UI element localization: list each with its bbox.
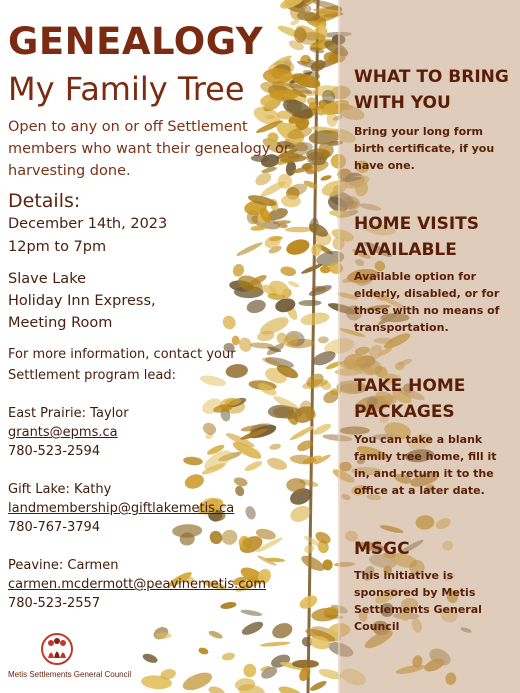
contact-intro: For more information, contact your Settlement program lead:: [8, 347, 236, 383]
foliage-leaf-cluster: [220, 313, 238, 331]
foliage-leaf-cluster: [270, 620, 294, 641]
contact-email-link[interactable]: carmen.mcdermott@peavinemetis.com: [8, 577, 267, 592]
foliage-leaf-cluster: [141, 652, 158, 665]
intro-text: Open to any on or off Settlement members who want their genealogy or harvesting done.: [8, 119, 290, 179]
location-room: Meeting Room: [8, 315, 113, 331]
event-time: 12pm to 7pm: [8, 239, 107, 255]
foliage-leaf-cluster: [233, 476, 249, 488]
contact-phone: 780-523-2557: [8, 596, 101, 611]
contact-east-prairie: [8, 404, 129, 461]
section-heading-home-visits: HOME VISITS AVAILABLE: [354, 214, 480, 260]
foliage-leaf-cluster: [243, 663, 257, 677]
org-name: Metis Settlements General Council: [8, 670, 132, 679]
foliage-leaf-cluster: [245, 298, 267, 315]
details-heading: Details:: [8, 190, 81, 212]
contact-phone: 780-767-3794: [8, 520, 101, 535]
page-subtitle: My Family Tree: [8, 70, 245, 108]
location-venue: Holiday Inn Express,: [8, 293, 156, 309]
section-body-home-visits: Available option for elderly, disabled, or for those with no means of transportation.: [354, 270, 500, 334]
foliage-leaf-cluster: [208, 629, 224, 640]
contact-email-link[interactable]: grants@epms.ca: [8, 425, 118, 440]
foliage-leaf-cluster: [277, 684, 304, 693]
foliage-leaf-cluster: [260, 641, 291, 648]
section-heading-msgc: MSGC: [354, 539, 410, 559]
section-body-what-to-bring: Bring your long form birth certificate, if you have one.: [354, 125, 495, 172]
contact-email-link[interactable]: landmembership@giftlakemetis.ca: [8, 501, 235, 516]
contact-label: Peavine: Carmen: [8, 558, 119, 573]
foliage-leaf-cluster: [298, 300, 321, 306]
foliage-leaf-cluster: [269, 443, 282, 451]
section-heading-what-to-bring: WHAT TO BRING WITH YOU: [354, 67, 509, 113]
section-body-msgc: This initiative is sponsored by Metis Settlements General Council: [354, 569, 482, 633]
contact-peavine: [8, 556, 266, 613]
event-date: December 14th, 2023: [8, 216, 168, 232]
foliage-leaf-cluster: [235, 240, 263, 257]
foliage-leaf-cluster: [309, 679, 328, 693]
foliage-leaf-cluster: [294, 27, 306, 42]
foliage-leaf-cluster: [300, 311, 331, 327]
foliage-leaf-cluster: [280, 265, 297, 277]
foliage-leaf-cluster: [183, 456, 203, 466]
contact-gift-lake: [8, 480, 234, 537]
foliage-leaf-cluster: [244, 505, 258, 521]
msgc-logo-icon: [40, 632, 74, 666]
foliage-leaf-cluster: [292, 660, 319, 668]
foliage-leaf-cluster: [234, 484, 246, 497]
foliage-leaf-cluster: [221, 652, 235, 662]
page-title: GENEALOGY: [8, 20, 264, 63]
foliage-leaf-cluster: [198, 646, 210, 655]
foliage-leaf-cluster: [240, 619, 265, 637]
foliage-leaf-cluster: [284, 237, 311, 258]
location-city: Slave Lake: [8, 271, 86, 287]
foliage-leaf-cluster: [266, 456, 289, 472]
foliage-leaf-cluster: [244, 459, 264, 473]
foliage-leaf-cluster: [320, 174, 332, 182]
foliage-leaf-cluster: [299, 553, 327, 574]
foliage-leaf-cluster: [318, 336, 329, 344]
foliage-leaf-cluster: [287, 280, 300, 289]
contact-label: East Prairie: Taylor: [8, 406, 129, 421]
foliage-leaf-cluster: [207, 684, 227, 693]
section-body-take-home: You can take a blank family tree home, fill it in, and return it to the office at a later date.: [354, 433, 497, 497]
foliage-leaf-cluster: [201, 420, 218, 437]
section-heading-take-home: TAKE HOME PACKAGES: [354, 376, 466, 422]
contact-label: Gift Lake: Kathy: [8, 482, 112, 497]
contact-phone: 780-523-2594: [8, 444, 101, 459]
